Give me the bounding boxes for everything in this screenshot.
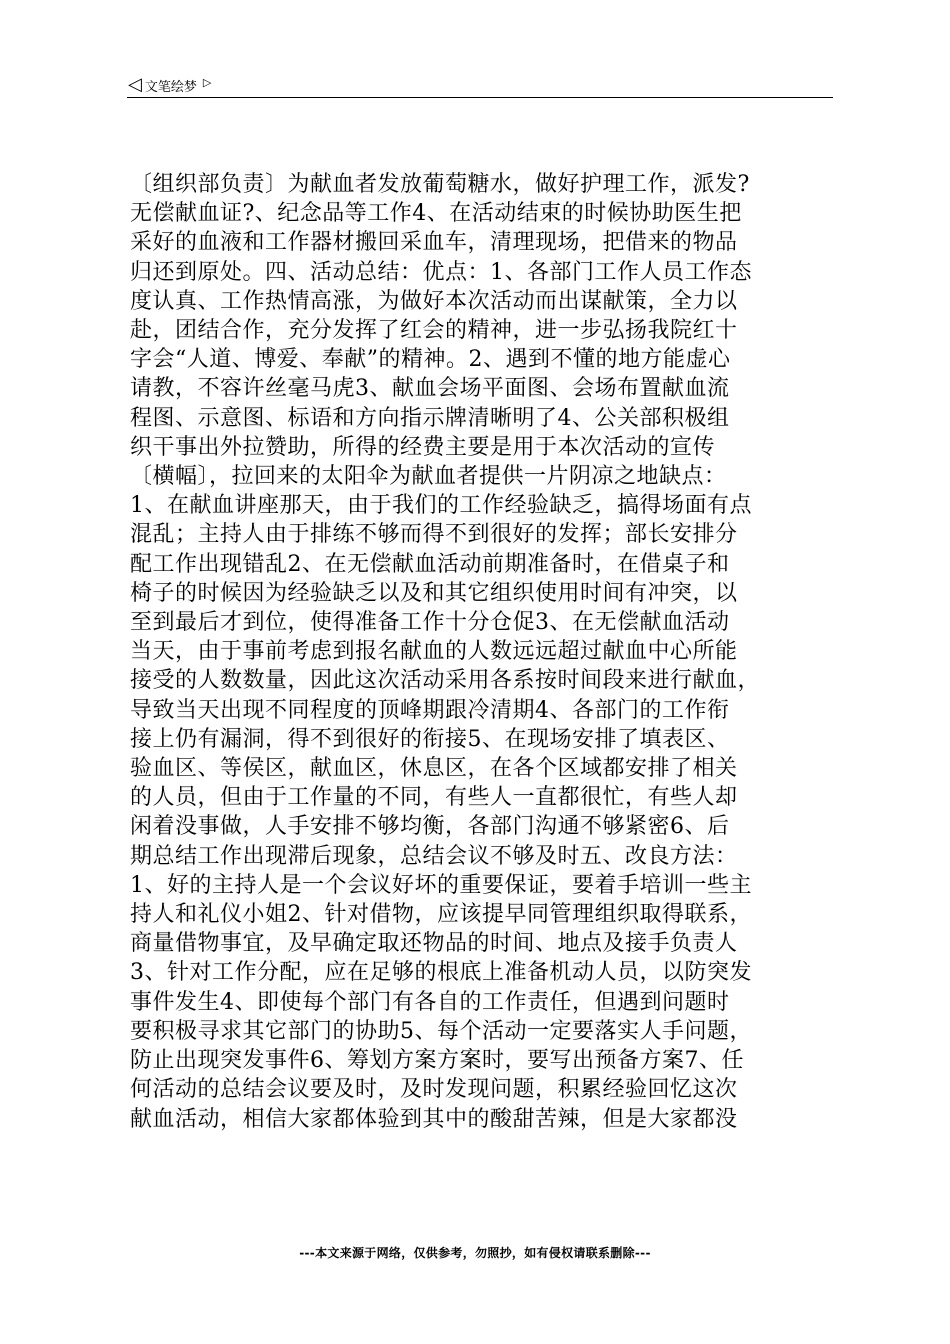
body-line: 配工作出现错乱2、在无偿献血活动前期准备时，在借桌子和 <box>130 551 730 577</box>
body-line: 接受的人数数量，因此这次活动采用各系按时间段来进行献血， <box>130 668 761 694</box>
body-line: 无偿献血证?、纪念品等工作4、在活动结束的时候协助医生把 <box>130 201 742 227</box>
body-line: 3、针对工作分配，应在足够的根底上准备机动人员，以防突发 <box>130 960 752 986</box>
body-line: 1、好的主持人是一个会议好坏的重要保证，要着手培训一些主 <box>130 872 752 898</box>
page-footer: ---本文来源于网络，仅供参考，勿照抄，如有侵权请联系删除--- <box>299 1246 651 1260</box>
triangle-right-icon: ▷ <box>202 75 212 89</box>
body-line: 期总结工作出现滞后现象，总结会议不够及时五、改良方法： <box>130 843 738 869</box>
body-line: 混乱；主持人由于排练不够而得不到很好的发挥；部长安排分 <box>130 522 738 548</box>
body-line: 验血区、等侯区，献血区，休息区，在各个区域都安排了相关 <box>130 756 738 782</box>
body-line: 接上仍有漏洞，得不到很好的衔接5、在现场安排了填表区、 <box>130 726 730 752</box>
body-line: 事件发生4、即使每个部门有各自的工作责任，但遇到问题时 <box>130 989 730 1015</box>
header-title: 文笔绘梦 <box>144 79 197 95</box>
document-body <box>130 170 830 1134</box>
body-line: 闲着没事做，人手安排不够均衡，各部门沟通不够紧密6、后 <box>130 814 730 840</box>
body-line: 持人和礼仪小姐2、针对借物，应该提早同管理组织取得联系， <box>130 902 752 928</box>
body-line: 请教，不容许丝毫马虎3、献血会场平面图、会场布置献血流 <box>130 376 730 402</box>
body-line: 归还到原处。四、活动总结：优点：1、各部门工作人员工作态 <box>130 259 752 285</box>
body-line: 采好的血液和工作器材搬回采血车，清理现场，把借来的物品 <box>130 230 738 256</box>
header-divider <box>127 97 833 98</box>
body-line: 度认真、工作热情高涨，为做好本次活动而出谋献策，全力以 <box>130 288 738 314</box>
body-line: 导致当天出现不同程度的顶峰期跟冷清期4、各部门的工作衔 <box>130 697 730 723</box>
body-line: 何活动的总结会议要及时，及时发现问题，积累经验回忆这次 <box>130 1077 738 1103</box>
body-line: 当天，由于事前考虑到报名献血的人数远远超过献血中心所能 <box>130 639 738 665</box>
body-line: 程图、示意图、标语和方向指示牌清晰明了4、公关部积极组 <box>130 405 730 431</box>
page-header <box>128 74 211 96</box>
body-line: 献血活动，相信大家都体验到其中的酸甜苦辣，但是大家都没 <box>130 1106 738 1132</box>
body-line: 要积极寻求其它部门的协助5、每个活动一定要落实人手问题， <box>130 1018 752 1044</box>
body-line: 〔横幅〕，拉回来的太阳伞为献血者提供一片阴凉之地缺点： <box>130 464 727 490</box>
triangle-left-icon: ◁ <box>128 74 142 95</box>
body-line: 字会“人道、博爱、奉献”的精神。2、遇到不懂的地方能虚心 <box>130 347 731 373</box>
body-line: 椅子的时候因为经验缺乏以及和其它组织使用时间有冲突，以 <box>130 580 738 606</box>
body-line: 的人员，但由于工作量的不同，有些人一直都很忙，有些人却 <box>130 785 738 811</box>
body-line: 1、在献血讲座那天，由于我们的工作经验缺乏，搞得场面有点 <box>130 493 752 519</box>
body-line: 〔组织部负责〕为献血者发放葡萄糖水，做好护理工作，派发? <box>130 172 750 197</box>
body-line: 防止出现突发事件6、筹划方案方案时，要写出预备方案7、任 <box>130 1048 744 1074</box>
body-line: 商量借物事宜，及早确定取还物品的时间、地点及接手负责人 <box>130 931 738 957</box>
body-line: 织干事出外拉赞助，所得的经费主要是用于本次活动的宣传 <box>130 434 716 460</box>
body-line: 赴，团结合作，充分发挥了红会的精神，进一步弘扬我院红十 <box>130 318 738 344</box>
body-line: 至到最后才到位，使得准备工作十分仓促3、在无偿献血活动 <box>130 610 730 636</box>
